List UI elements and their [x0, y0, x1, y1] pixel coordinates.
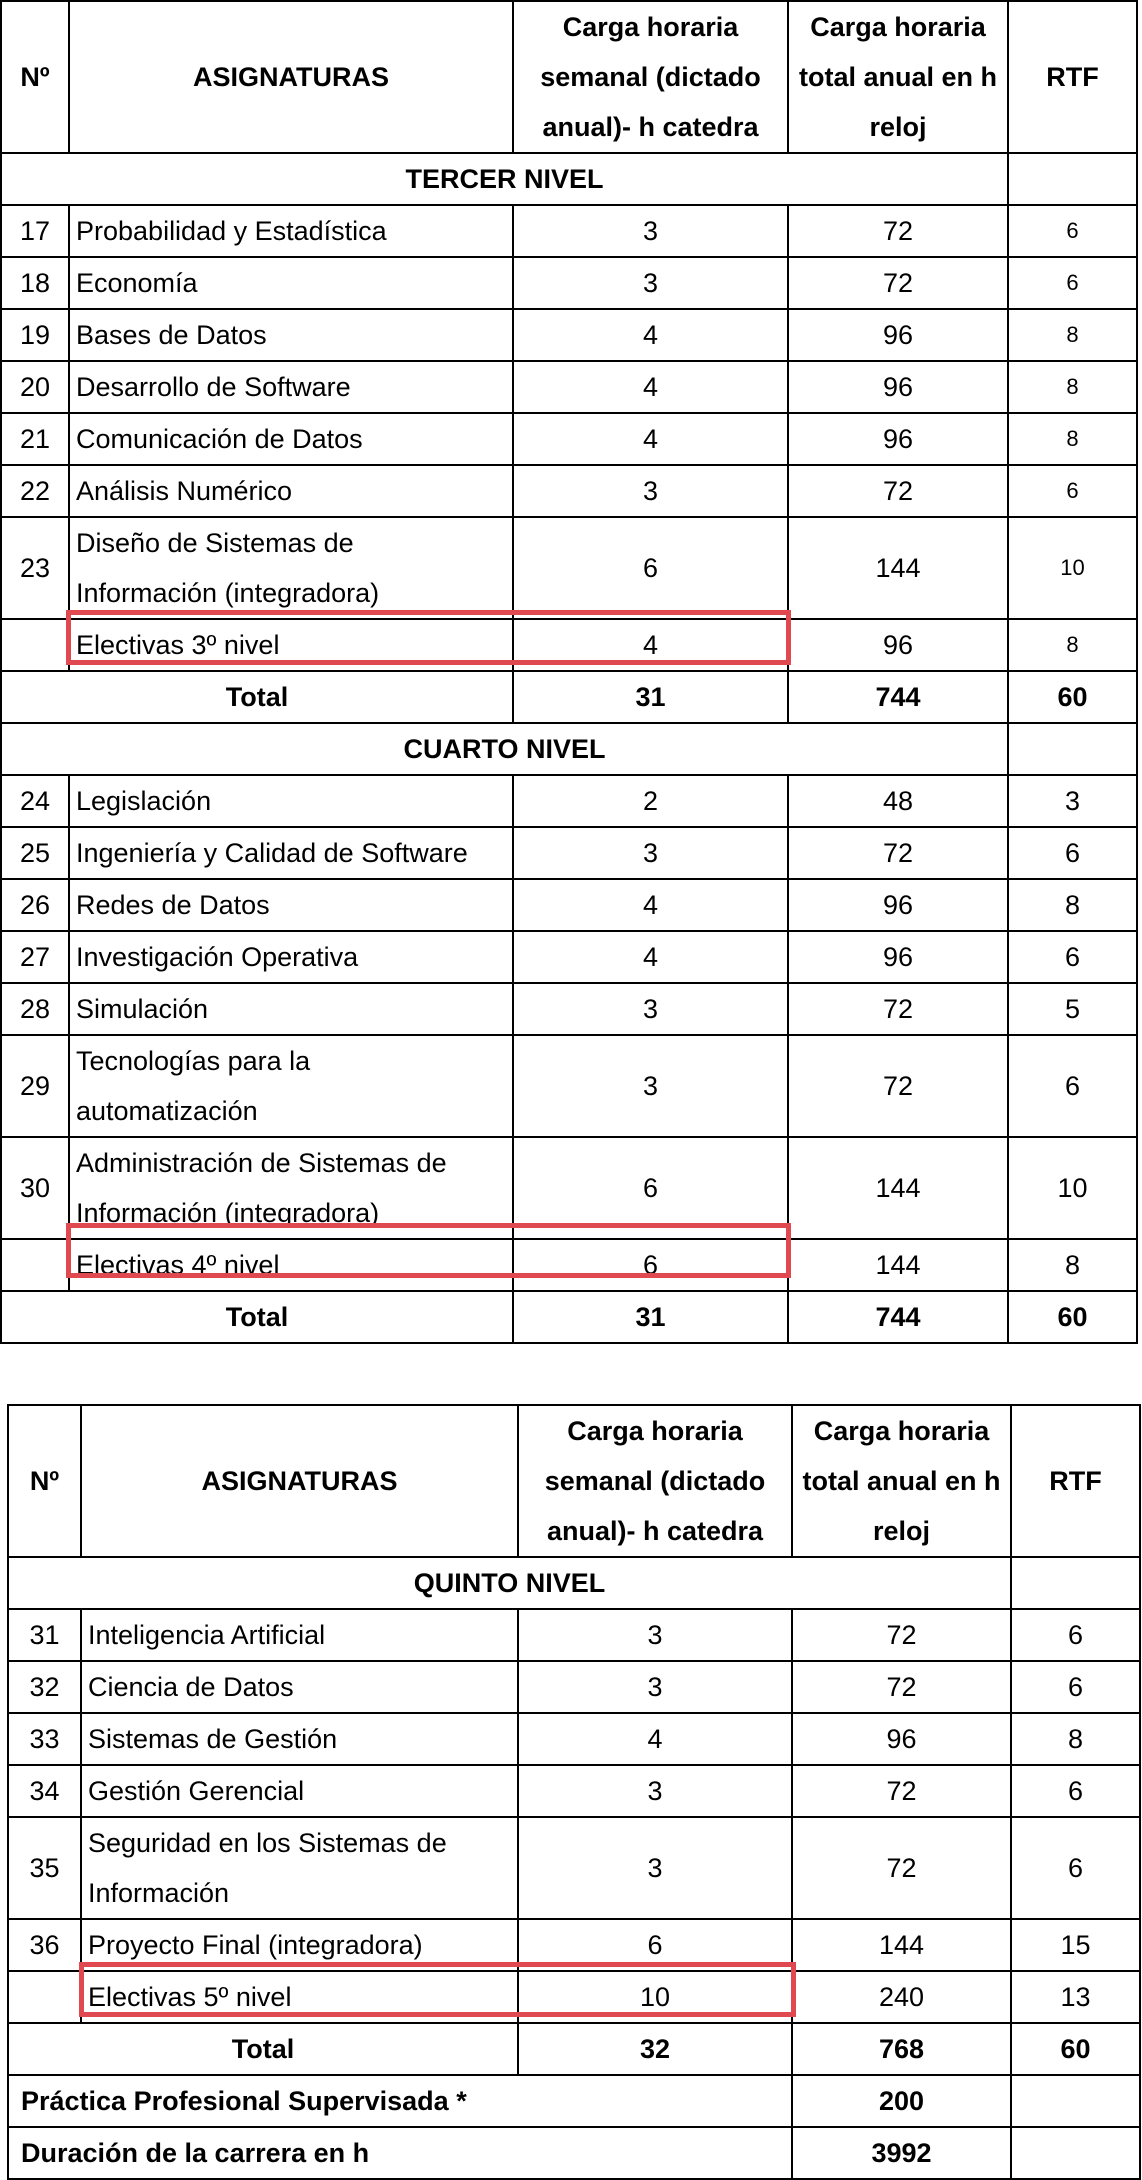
row-rtf: 10 — [1008, 1137, 1137, 1239]
row-annual: 72 — [792, 1765, 1011, 1817]
row-annual: 96 — [792, 1713, 1011, 1765]
table-row — [8, 1609, 1140, 1661]
table-row — [1, 1035, 1137, 1137]
row-weekly: 3 — [518, 1609, 792, 1661]
row-subject: Legislación — [69, 775, 513, 827]
row-annual: 144 — [788, 1239, 1008, 1291]
header-row — [1, 1, 1137, 153]
row-rtf: 6 — [1008, 931, 1137, 983]
table-row — [8, 1713, 1140, 1765]
row-annual: 72 — [792, 1661, 1011, 1713]
empty-cell — [1011, 2127, 1140, 2179]
row-weekly: 4 — [513, 413, 788, 465]
empty-cell — [1011, 1557, 1140, 1609]
row-weekly: 3 — [518, 1817, 792, 1919]
total-row — [1, 671, 1137, 723]
table-row — [1, 465, 1137, 517]
table-row — [1, 517, 1137, 619]
header-weekly: Carga horaria semanal (dictado anual)- h catedra — [513, 1, 788, 153]
row-subject — [69, 1035, 513, 1137]
row-subject — [81, 1817, 518, 1919]
row-rtf: 6 — [1008, 827, 1137, 879]
row-subject — [69, 1137, 513, 1239]
table-row — [1, 879, 1137, 931]
table-row — [1, 205, 1137, 257]
row-rtf: 3 — [1008, 775, 1137, 827]
level-row — [1, 723, 1137, 775]
header-num: Nº — [8, 1405, 81, 1557]
table-row — [1, 827, 1137, 879]
header-subject: ASIGNATURAS — [69, 1, 513, 153]
row-subject: Redes de Datos — [69, 879, 513, 931]
row-num: 29 — [1, 1035, 69, 1137]
duration-row — [8, 2127, 1140, 2179]
row-subject: Electivas 3º nivel — [69, 619, 513, 671]
practice-label: Práctica Profesional Supervisada * — [8, 2075, 792, 2127]
row-subject: Desarrollo de Software — [69, 361, 513, 413]
row-subject: Gestión Gerencial — [81, 1765, 518, 1817]
header-subject: ASIGNATURAS — [81, 1405, 518, 1557]
row-num: 23 — [1, 517, 69, 619]
row-num — [8, 1971, 81, 2023]
row-num: 22 — [1, 465, 69, 517]
row-subject: Probabilidad y Estadística — [69, 205, 513, 257]
row-weekly: 6 — [513, 1239, 788, 1291]
row-num: 36 — [8, 1919, 81, 1971]
table-row — [1, 361, 1137, 413]
row-num — [1, 619, 69, 671]
row-subject: Inteligencia Artificial — [81, 1609, 518, 1661]
row-subject-line1: Tecnologías para la — [76, 1046, 311, 1076]
row-subject: Comunicación de Datos — [69, 413, 513, 465]
total-rtf: 60 — [1008, 1291, 1137, 1343]
row-num: 25 — [1, 827, 69, 879]
table-row — [8, 1919, 1140, 1971]
duration-hours: 3992 — [792, 2127, 1011, 2179]
row-subject-line2: Información — [88, 1878, 230, 1908]
row-annual: 72 — [788, 257, 1008, 309]
row-rtf: 6 — [1008, 205, 1137, 257]
total-annual: 768 — [792, 2023, 1011, 2075]
row-subject: Investigación Operativa — [69, 931, 513, 983]
row-weekly: 6 — [518, 1919, 792, 1971]
row-weekly: 4 — [513, 309, 788, 361]
row-num: 34 — [8, 1765, 81, 1817]
row-rtf: 6 — [1011, 1765, 1140, 1817]
row-num: 35 — [8, 1817, 81, 1919]
row-rtf: 6 — [1008, 465, 1137, 517]
row-weekly: 4 — [513, 879, 788, 931]
row-weekly: 6 — [513, 1137, 788, 1239]
total-weekly: 31 — [513, 1291, 788, 1343]
row-weekly: 3 — [513, 465, 788, 517]
header-annual: Carga horaria total anual en h reloj — [792, 1405, 1011, 1557]
total-weekly: 31 — [513, 671, 788, 723]
row-num: 19 — [1, 309, 69, 361]
total-annual: 744 — [788, 1291, 1008, 1343]
row-annual: 96 — [788, 619, 1008, 671]
row-annual: 240 — [792, 1971, 1011, 2023]
row-weekly: 3 — [513, 827, 788, 879]
row-num: 33 — [8, 1713, 81, 1765]
empty-cell — [1011, 2075, 1140, 2127]
row-weekly: 3 — [513, 1035, 788, 1137]
row-weekly: 4 — [513, 619, 788, 671]
row-rtf: 8 — [1011, 1713, 1140, 1765]
row-num: 18 — [1, 257, 69, 309]
row-annual: 96 — [788, 931, 1008, 983]
row-subject: Electivas 4º nivel — [69, 1239, 513, 1291]
row-weekly: 3 — [518, 1661, 792, 1713]
total-row — [1, 1291, 1137, 1343]
header-row — [8, 1405, 1140, 1557]
table-row — [1, 983, 1137, 1035]
row-annual: 96 — [788, 361, 1008, 413]
row-annual: 72 — [788, 205, 1008, 257]
row-weekly: 4 — [513, 931, 788, 983]
row-annual: 96 — [788, 879, 1008, 931]
row-rtf: 6 — [1008, 257, 1137, 309]
row-weekly: 3 — [518, 1765, 792, 1817]
row-subject: Simulación — [69, 983, 513, 1035]
header-rtf: RTF — [1008, 1, 1137, 153]
row-num: 20 — [1, 361, 69, 413]
row-weekly: 3 — [513, 983, 788, 1035]
row-weekly: 3 — [513, 205, 788, 257]
row-rtf: 15 — [1011, 1919, 1140, 1971]
curriculum-table-level-5 — [7, 1404, 1141, 2180]
row-rtf: 6 — [1011, 1609, 1140, 1661]
row-rtf: 8 — [1008, 309, 1137, 361]
row-annual: 72 — [788, 983, 1008, 1035]
table-row — [1, 1137, 1137, 1239]
row-weekly: 4 — [518, 1713, 792, 1765]
row-annual: 72 — [792, 1817, 1011, 1919]
duration-label: Duración de la carrera en h — [8, 2127, 792, 2179]
row-rtf: 13 — [1011, 1971, 1140, 2023]
level-title: QUINTO NIVEL — [8, 1557, 1011, 1609]
row-rtf: 8 — [1008, 1239, 1137, 1291]
header-weekly: Carga horaria semanal (dictado anual)- h catedra — [518, 1405, 792, 1557]
header-annual: Carga horaria total anual en h reloj — [788, 1, 1008, 153]
total-label: Total — [8, 2023, 518, 2075]
row-subject: Ingeniería y Calidad de Software — [69, 827, 513, 879]
row-num — [1, 1239, 69, 1291]
table-row — [8, 1817, 1140, 1919]
row-num: 32 — [8, 1661, 81, 1713]
row-rtf: 6 — [1011, 1661, 1140, 1713]
level-title: CUARTO NIVEL — [1, 723, 1008, 775]
empty-cell — [1008, 153, 1137, 205]
row-annual: 48 — [788, 775, 1008, 827]
row-rtf: 8 — [1008, 413, 1137, 465]
row-rtf: 5 — [1008, 983, 1137, 1035]
row-annual: 72 — [788, 827, 1008, 879]
table-row — [8, 1661, 1140, 1713]
row-annual: 144 — [792, 1919, 1011, 1971]
total-annual: 744 — [788, 671, 1008, 723]
row-annual: 144 — [788, 1137, 1008, 1239]
empty-cell — [1008, 723, 1137, 775]
table-row — [1, 309, 1137, 361]
row-num: 24 — [1, 775, 69, 827]
row-rtf: 6 — [1008, 1035, 1137, 1137]
row-weekly: 3 — [513, 257, 788, 309]
row-num: 21 — [1, 413, 69, 465]
header-num: Nº — [1, 1, 69, 153]
row-num: 26 — [1, 879, 69, 931]
row-num: 28 — [1, 983, 69, 1035]
row-rtf: 6 — [1011, 1817, 1140, 1919]
table-row — [8, 1765, 1140, 1817]
row-rtf: 8 — [1008, 619, 1137, 671]
row-annual: 96 — [788, 413, 1008, 465]
row-rtf: 8 — [1008, 879, 1137, 931]
row-subject: Economía — [69, 257, 513, 309]
table-row — [1, 257, 1137, 309]
row-subject-line2: Información (integradora) — [76, 578, 380, 608]
row-weekly: 10 — [518, 1971, 792, 2023]
level-row — [1, 153, 1137, 205]
row-num: 27 — [1, 931, 69, 983]
row-rtf: 8 — [1008, 361, 1137, 413]
table-row — [1, 931, 1137, 983]
table-row — [1, 775, 1137, 827]
table-row-electivas — [1, 619, 1137, 671]
row-subject: Proyecto Final (integradora) — [81, 1919, 518, 1971]
row-weekly: 4 — [513, 361, 788, 413]
level-row — [8, 1557, 1140, 1609]
row-subject-line2: Información (integradora) — [76, 1198, 380, 1228]
total-rtf: 60 — [1011, 2023, 1140, 2075]
row-subject — [69, 517, 513, 619]
row-subject: Electivas 5º nivel — [81, 1971, 518, 2023]
total-rtf: 60 — [1008, 671, 1137, 723]
row-subject: Análisis Numérico — [69, 465, 513, 517]
row-num: 17 — [1, 205, 69, 257]
practice-hours: 200 — [792, 2075, 1011, 2127]
row-rtf: 10 — [1008, 517, 1137, 619]
row-subject-line1: Seguridad en los Sistemas de — [88, 1828, 447, 1858]
table-row — [1, 413, 1137, 465]
row-weekly: 6 — [513, 517, 788, 619]
row-num: 30 — [1, 1137, 69, 1239]
row-annual: 144 — [788, 517, 1008, 619]
table-row-electivas — [8, 1971, 1140, 2023]
row-subject-line1: Diseño de Sistemas de — [76, 528, 354, 558]
row-num: 31 — [8, 1609, 81, 1661]
level-title: TERCER NIVEL — [1, 153, 1008, 205]
table-row-electivas — [1, 1239, 1137, 1291]
row-subject-line1: Administración de Sistemas de — [76, 1148, 447, 1178]
total-weekly: 32 — [518, 2023, 792, 2075]
total-label: Total — [1, 1291, 513, 1343]
row-subject: Bases de Datos — [69, 309, 513, 361]
row-weekly: 2 — [513, 775, 788, 827]
header-rtf: RTF — [1011, 1405, 1140, 1557]
row-annual: 72 — [788, 1035, 1008, 1137]
row-subject: Ciencia de Datos — [81, 1661, 518, 1713]
row-subject: Sistemas de Gestión — [81, 1713, 518, 1765]
total-label: Total — [1, 671, 513, 723]
practice-row — [8, 2075, 1140, 2127]
total-row — [8, 2023, 1140, 2075]
row-annual: 72 — [788, 465, 1008, 517]
row-subject-line2: automatización — [76, 1096, 258, 1126]
row-annual: 72 — [792, 1609, 1011, 1661]
row-annual: 96 — [788, 309, 1008, 361]
